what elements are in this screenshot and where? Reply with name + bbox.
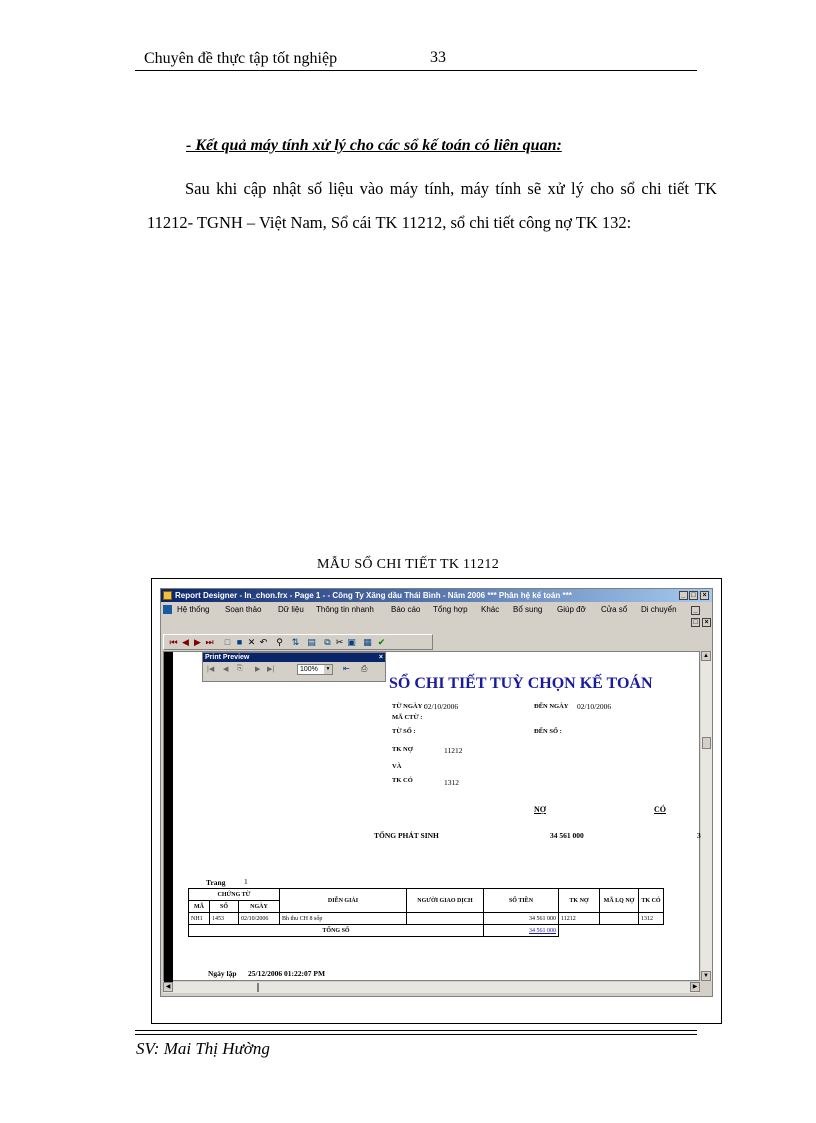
cell-tk-co: 1312 <box>639 913 664 925</box>
header-rule <box>135 70 697 71</box>
cell-ma-lq <box>600 913 639 925</box>
next-page-icon[interactable]: ▶ <box>194 637 201 647</box>
pp-close-preview-icon[interactable]: ⇤ <box>343 664 350 673</box>
tu-ngay-label: TỪ NGÀY : <box>392 703 426 710</box>
report-title: SỔ CHI TIẾT TUỲ CHỌN KẾ TOÁN <box>389 675 653 692</box>
menu-item-giup-do[interactable]: Giúp đỡ <box>557 605 586 614</box>
zoom-value: 100% <box>300 666 318 673</box>
co-column-label: CÓ <box>654 805 666 814</box>
menu-item-du-lieu[interactable]: Dữ liệu <box>278 605 304 614</box>
pp-first-icon[interactable]: |◀ <box>207 666 215 673</box>
ma-ctu-label: MÃ CTỪ : <box>392 714 423 721</box>
delete-icon[interactable]: ✕ <box>247 637 256 647</box>
chevron-down-icon: ▼ <box>325 666 331 672</box>
ngay-lap-value: 25/12/2006 01:22:07 PM <box>248 969 326 978</box>
menu-item-khac[interactable]: Khác <box>481 605 500 614</box>
dien-giai-header: DIỄN GIẢI <box>280 889 407 913</box>
check-icon[interactable]: ✔ <box>377 637 386 647</box>
cell-tk-no: 11212 <box>559 913 600 925</box>
total-row-spacer <box>559 925 664 937</box>
tong-so-value: 34 561 000 <box>484 925 559 937</box>
tong-phat-sinh-label: TỔNG PHÁT SINH <box>374 831 439 840</box>
find-icon[interactable]: ⚲ <box>276 637 283 647</box>
new-icon[interactable]: □ <box>224 637 231 647</box>
menu-item-soan-thao[interactable]: Soạn thảo <box>225 605 262 614</box>
no-column-label: NỢ <box>534 805 546 814</box>
nguoi-giao-dich-header: NGƯỜI GIAO DỊCH <box>407 889 484 913</box>
tong-phat-sinh-value: 34 561 000 <box>550 831 584 840</box>
window-titlebar <box>161 589 712 602</box>
maximize-icon[interactable]: □ <box>689 591 698 600</box>
print-preview-toolbar <box>202 652 386 682</box>
last-page-icon[interactable]: ⏭ <box>205 637 214 647</box>
den-so-label: ĐẾN SỐ : <box>534 728 562 735</box>
paste-icon[interactable]: ▣ <box>347 637 356 647</box>
zoom-select[interactable] <box>297 664 333 675</box>
report-canvas <box>163 651 700 981</box>
trang-value: 1 <box>244 877 248 886</box>
menu-item-thong-tin-nhanh[interactable]: Thông tin nhanh <box>316 605 374 614</box>
section-heading: - Kết quả máy tính xử lý cho các sổ kế toán có liên quan: <box>186 137 562 154</box>
vertical-scroll-thumb[interactable] <box>702 737 711 749</box>
filter-icon[interactable]: ▤ <box>307 637 316 647</box>
menu-item-he-thong[interactable]: Hệ thống <box>177 605 210 614</box>
tk-co-value: 1312 <box>444 778 459 787</box>
pp-last-icon[interactable]: ▶| <box>267 666 275 673</box>
pp-prev-icon[interactable]: ◀ <box>223 666 229 673</box>
trang-label: Trang <box>206 878 226 887</box>
total-row <box>189 925 664 937</box>
tk-no-header: TK NỢ <box>559 889 600 913</box>
minimize-icon[interactable]: _ <box>679 591 688 600</box>
figure-caption: MẪU SỔ CHI TIẾT TK 11212 <box>316 557 500 572</box>
tk-co-header: TK CÓ <box>639 889 664 913</box>
den-ngay-value: 02/10/2006 <box>577 702 612 711</box>
app-icon <box>163 591 172 600</box>
scroll-right-icon[interactable]: ▶ <box>690 982 700 992</box>
scroll-left-icon[interactable]: ◀ <box>163 982 173 992</box>
scroll-up-icon[interactable]: ▲ <box>701 651 711 661</box>
tk-no-label: TK NỢ <box>392 746 413 753</box>
menu-item-di-chuyen[interactable]: Di chuyển <box>641 605 677 614</box>
cell-nguoi-gd <box>407 913 484 925</box>
copy-icon[interactable]: ⧉ <box>324 637 331 647</box>
tk-no-value: 11212 <box>444 746 463 755</box>
ma-header: MÃ <box>189 901 210 913</box>
printer-icon[interactable]: ⎙ <box>361 664 368 673</box>
cell-so-tien: 34 561 000 <box>484 913 559 925</box>
tk-co-label: TK CÓ <box>392 777 413 784</box>
footer-rule-thin <box>135 1034 697 1035</box>
table-row <box>189 913 664 925</box>
pp-goto-icon[interactable]: ⎘ <box>237 665 243 672</box>
ledger-table <box>188 888 664 937</box>
prev-page-icon[interactable]: ◀ <box>182 637 189 647</box>
menu-item-bo-sung[interactable]: Bổ sung <box>513 605 543 614</box>
cut-icon[interactable]: ✂ <box>335 637 344 647</box>
ngay-lap-label: Ngày lập <box>208 969 237 978</box>
body-paragraph: Sau khi cập nhật số liệu vào máy tính, máy tính sẽ xử lý cho sổ chi tiết TK 11212- TGNH – Việt Nam, Sổ cái TK 11212, sổ chi tiết công nợ TK 132: <box>147 179 717 232</box>
menu-bar <box>161 603 712 616</box>
scroll-down-icon[interactable]: ▼ <box>701 971 711 981</box>
table-header-row <box>189 889 664 901</box>
undo-icon[interactable]: ↶ <box>259 637 268 647</box>
close-icon[interactable]: × <box>700 591 709 600</box>
sort-icon[interactable]: ⇅ <box>291 637 300 647</box>
student-name: SV: Mai Thị Hường <box>136 1039 270 1058</box>
tong-so-label: TỔNG SỐ <box>189 925 484 937</box>
den-ngay-label: ĐẾN NGÀY <box>534 703 569 710</box>
document-header-title: Chuyên đề thực tập tốt nghiệp <box>144 50 338 67</box>
chung-tu-header: CHỨNG TỪ <box>189 889 280 901</box>
cell-dien-giai: Bh thu CH 8 sốp <box>280 913 407 925</box>
grid-icon[interactable]: ▦ <box>363 637 372 647</box>
menu-app-icon <box>163 605 172 614</box>
toolbar <box>163 634 433 650</box>
menu-item-bao-cao[interactable]: Báo cáo <box>391 605 421 614</box>
ruler-bar <box>164 652 173 982</box>
menu-item-cua-so[interactable]: Cửa sổ <box>601 605 628 614</box>
print-preview-close-icon[interactable]: × <box>378 654 383 661</box>
cell-ngay: 02/10/2006 <box>239 913 280 925</box>
tong-phat-sinh-co-value: 3 <box>697 831 701 840</box>
save-icon[interactable]: ■ <box>236 637 243 647</box>
report-designer-window <box>160 588 713 997</box>
child-minimize-icon[interactable]: _ <box>691 606 700 615</box>
pp-next-icon[interactable]: ▶ <box>255 666 261 673</box>
footer-rule <box>135 1030 697 1031</box>
print-preview-titlebar <box>203 653 385 662</box>
print-preview-title: Print Preview <box>205 654 250 661</box>
child-restore-icon[interactable]: □ <box>691 618 700 627</box>
child-close-icon[interactable]: × <box>702 618 711 627</box>
so-tien-header: SỐ TIỀN <box>484 889 559 913</box>
horizontal-scrollbar[interactable] <box>163 982 700 993</box>
vertical-scrollbar[interactable] <box>701 651 712 981</box>
horizontal-scroll-thumb[interactable] <box>257 983 259 992</box>
ngay-header: NGÀY <box>239 901 280 913</box>
ma-lq-header: MÃ LQ NỢ <box>600 889 639 913</box>
page-number: 33 <box>430 49 446 66</box>
window-title: Report Designer - In_chon.frx - Page 1 - - Công Ty Xăng dầu Thái Bình - Năm 2006 *** Phân hệ kế toán *** <box>175 591 572 600</box>
cell-ma: NH1 <box>189 913 210 925</box>
tu-so-label: TỪ SỐ : <box>392 728 416 735</box>
cell-so: 1453 <box>210 913 239 925</box>
first-page-icon[interactable]: ⏮ <box>169 637 178 647</box>
so-header: SỐ <box>210 901 239 913</box>
tu-ngay-value: 02/10/2006 <box>424 702 459 711</box>
va-label: VÀ <box>392 763 402 770</box>
menu-item-tong-hop[interactable]: Tổng hợp <box>433 605 468 614</box>
